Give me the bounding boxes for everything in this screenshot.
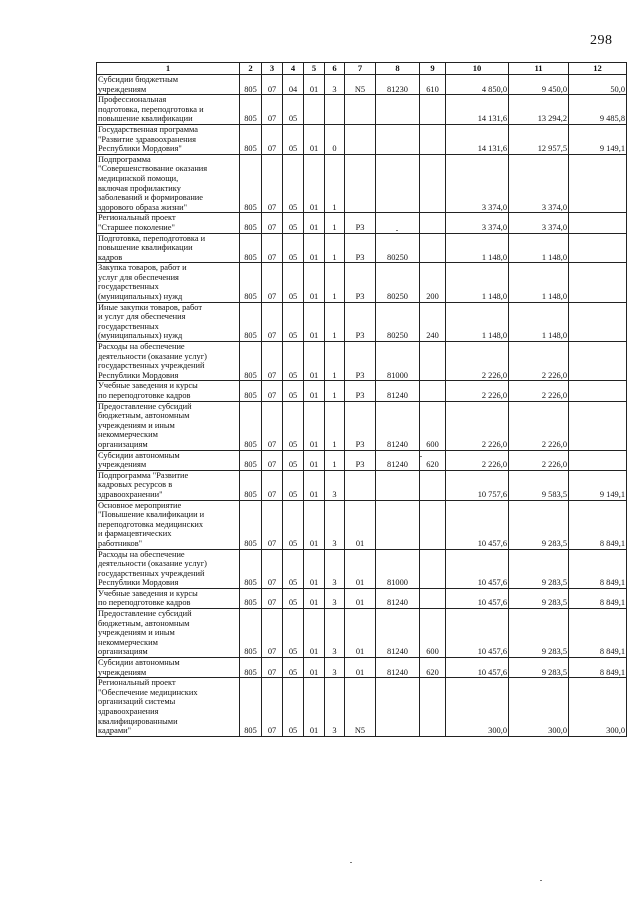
amount-year3-cell: 9 149,1 <box>569 124 627 154</box>
table-row <box>97 263 627 302</box>
amount-year1-cell: 10 457,6 <box>446 609 509 658</box>
admin-code-cell: 805 <box>240 263 262 302</box>
section-cell: 07 <box>262 588 283 608</box>
admin-code-cell: 805 <box>240 678 262 737</box>
subsection-cell: 05 <box>283 450 304 470</box>
row-name-cell: Закупка товаров, работ и услуг для обеспечения государственных (муниципальных) нужд <box>97 263 240 302</box>
subsection-cell: 05 <box>283 124 304 154</box>
target-item-cell: 81240 <box>376 588 420 608</box>
subsection-cell: 05 <box>283 95 304 125</box>
amount-year3-cell: 8 849,1 <box>569 588 627 608</box>
amount-year1-cell: 2 226,0 <box>446 401 509 450</box>
table-row <box>97 154 627 213</box>
expense-type-cell: 620 <box>420 450 446 470</box>
target-item-cell <box>376 678 420 737</box>
scan-speck <box>396 230 398 231</box>
amount-year2-cell: 9 450,0 <box>509 75 569 95</box>
expense-type-cell: 610 <box>420 75 446 95</box>
amount-year3-cell <box>569 213 627 233</box>
amount-year3-cell: 8 849,1 <box>569 500 627 549</box>
subsection-cell: 05 <box>283 549 304 588</box>
expense-type-cell <box>420 154 446 213</box>
section-cell: 07 <box>262 75 283 95</box>
expense-type-cell <box>420 678 446 737</box>
program-cell: 01 <box>304 588 325 608</box>
program-cell: 01 <box>304 658 325 678</box>
program-cell: 01 <box>304 154 325 213</box>
section-cell: 07 <box>262 658 283 678</box>
expense-type-cell <box>420 342 446 381</box>
amount-year1-cell: 10 457,6 <box>446 549 509 588</box>
program-cell <box>304 95 325 125</box>
table-row <box>97 95 627 125</box>
admin-code-cell: 805 <box>240 658 262 678</box>
amount-year3-cell <box>569 450 627 470</box>
target-item-cell <box>376 470 420 500</box>
column-header: 11 <box>509 63 569 75</box>
amount-year3-cell <box>569 233 627 263</box>
section-cell: 07 <box>262 95 283 125</box>
amount-year3-cell: 300,0 <box>569 678 627 737</box>
section-cell: 07 <box>262 154 283 213</box>
amount-year1-cell: 300,0 <box>446 678 509 737</box>
amount-year1-cell: 1 148,0 <box>446 233 509 263</box>
subsection-cell: 05 <box>283 154 304 213</box>
row-name-cell: Профессиональная подготовка, переподготовка и повышение квалификации <box>97 95 240 125</box>
column-header: 10 <box>446 63 509 75</box>
program-cell: 01 <box>304 75 325 95</box>
amount-year1-cell: 2 226,0 <box>446 342 509 381</box>
target-item-cell: 81240 <box>376 401 420 450</box>
subsection-cell: 05 <box>283 401 304 450</box>
amount-year3-cell <box>569 302 627 341</box>
amount-year2-cell: 2 226,0 <box>509 450 569 470</box>
subprogram-cell: 1 <box>325 401 345 450</box>
subsection-cell: 05 <box>283 381 304 401</box>
expense-type-cell <box>420 124 446 154</box>
project-cell: P3 <box>345 450 376 470</box>
program-cell: 01 <box>304 450 325 470</box>
section-cell: 07 <box>262 302 283 341</box>
admin-code-cell: 805 <box>240 549 262 588</box>
amount-year2-cell: 2 226,0 <box>509 401 569 450</box>
amount-year2-cell: 9 283,5 <box>509 609 569 658</box>
column-header: 6 <box>325 63 345 75</box>
row-name-cell: Предоставление субсидий бюджетным, автономным учреждениям и иным некоммерческим организациям <box>97 401 240 450</box>
amount-year2-cell: 9 283,5 <box>509 549 569 588</box>
amount-year2-cell: 13 294,2 <box>509 95 569 125</box>
expense-type-cell: 240 <box>420 302 446 341</box>
amount-year1-cell: 14 131,6 <box>446 124 509 154</box>
subsection-cell: 05 <box>283 233 304 263</box>
row-name-cell: Региональный проект "Обеспечение медицинских организаций системы здравоохранения квалифицированными кадрами" <box>97 678 240 737</box>
row-name-cell: Субсидии автономным учреждениям <box>97 450 240 470</box>
amount-year3-cell: 8 849,1 <box>569 658 627 678</box>
target-item-cell: 81240 <box>376 381 420 401</box>
amount-year2-cell: 1 148,0 <box>509 263 569 302</box>
amount-year2-cell: 1 148,0 <box>509 302 569 341</box>
table-row <box>97 549 627 588</box>
subsection-cell: 05 <box>283 213 304 233</box>
page-number: 298 <box>590 33 613 48</box>
project-cell <box>345 154 376 213</box>
section-cell: 07 <box>262 263 283 302</box>
section-cell: 07 <box>262 609 283 658</box>
column-header: 12 <box>569 63 627 75</box>
section-cell: 07 <box>262 500 283 549</box>
amount-year1-cell: 10 757,6 <box>446 470 509 500</box>
expense-type-cell: 600 <box>420 609 446 658</box>
program-cell: 01 <box>304 500 325 549</box>
subprogram-cell: 1 <box>325 342 345 381</box>
section-cell: 07 <box>262 470 283 500</box>
admin-code-cell: 805 <box>240 75 262 95</box>
column-header: 1 <box>97 63 240 75</box>
program-cell: 01 <box>304 549 325 588</box>
target-item-cell: 81230 <box>376 75 420 95</box>
table-row <box>97 213 627 233</box>
program-cell: 01 <box>304 381 325 401</box>
row-name-cell: Предоставление субсидий бюджетным, автономным учреждениям и иным некоммерческим организациям <box>97 609 240 658</box>
target-item-cell: 81000 <box>376 342 420 381</box>
program-cell: 01 <box>304 470 325 500</box>
program-cell: 01 <box>304 124 325 154</box>
budget-table <box>96 62 627 737</box>
program-cell: 01 <box>304 213 325 233</box>
section-cell: 07 <box>262 401 283 450</box>
amount-year1-cell: 2 226,0 <box>446 450 509 470</box>
amount-year1-cell: 14 131,6 <box>446 95 509 125</box>
row-name-cell: Иные закупки товаров, работ и услуг для обеспечения государственных (муниципальных) нужд <box>97 302 240 341</box>
target-item-cell <box>376 95 420 125</box>
target-item-cell: 80250 <box>376 233 420 263</box>
scan-speck <box>540 880 542 881</box>
target-item-cell: 81000 <box>376 549 420 588</box>
row-name-cell: Субсидии бюджетным учреждениям <box>97 75 240 95</box>
project-cell: P3 <box>345 342 376 381</box>
table-row <box>97 342 627 381</box>
row-name-cell: Подпрограмма "Совершенствование оказания медицинской помощи, включая профилактику заболеваний и формирование здорового образа жизни" <box>97 154 240 213</box>
amount-year3-cell: 50,0 <box>569 75 627 95</box>
table-row <box>97 233 627 263</box>
subprogram-cell: 3 <box>325 678 345 737</box>
column-header: 5 <box>304 63 325 75</box>
section-cell: 07 <box>262 342 283 381</box>
row-name-cell: Учебные заведения и курсы по переподготовке кадров <box>97 381 240 401</box>
section-cell: 07 <box>262 213 283 233</box>
project-cell: 01 <box>345 500 376 549</box>
table-row <box>97 470 627 500</box>
project-cell: P3 <box>345 233 376 263</box>
amount-year2-cell: 9 583,5 <box>509 470 569 500</box>
amount-year2-cell: 9 283,5 <box>509 588 569 608</box>
amount-year1-cell: 2 226,0 <box>446 381 509 401</box>
scan-speck <box>350 862 352 863</box>
expense-type-cell <box>420 500 446 549</box>
admin-code-cell: 805 <box>240 154 262 213</box>
expense-type-cell <box>420 588 446 608</box>
section-cell: 07 <box>262 678 283 737</box>
table-row <box>97 381 627 401</box>
admin-code-cell: 805 <box>240 124 262 154</box>
subprogram-cell: 3 <box>325 658 345 678</box>
project-cell: 01 <box>345 609 376 658</box>
expense-type-cell: 600 <box>420 401 446 450</box>
admin-code-cell: 805 <box>240 470 262 500</box>
amount-year1-cell: 1 148,0 <box>446 263 509 302</box>
amount-year3-cell <box>569 381 627 401</box>
subprogram-cell: 3 <box>325 470 345 500</box>
amount-year1-cell: 10 457,6 <box>446 658 509 678</box>
amount-year2-cell: 300,0 <box>509 678 569 737</box>
project-cell: P3 <box>345 381 376 401</box>
row-name-cell: Расходы на обеспечение деятельности (оказание услуг) государственных учреждений Республики Мордовия <box>97 342 240 381</box>
amount-year1-cell: 1 148,0 <box>446 302 509 341</box>
subsection-cell: 05 <box>283 500 304 549</box>
row-name-cell: Основное мероприятие "Повышение квалификации и переподготовка медицинских и фармацевтических работников" <box>97 500 240 549</box>
column-header: 8 <box>376 63 420 75</box>
target-item-cell: 80250 <box>376 302 420 341</box>
target-item-cell <box>376 500 420 549</box>
row-name-cell: Подпрограмма "Развитие кадровых ресурсов в здравоохранении" <box>97 470 240 500</box>
amount-year2-cell: 9 283,5 <box>509 658 569 678</box>
project-cell: 01 <box>345 658 376 678</box>
subprogram-cell: 1 <box>325 263 345 302</box>
program-cell: 01 <box>304 342 325 381</box>
table-row <box>97 678 627 737</box>
admin-code-cell: 805 <box>240 381 262 401</box>
admin-code-cell: 805 <box>240 302 262 341</box>
subsection-cell: 05 <box>283 263 304 302</box>
subsection-cell: 05 <box>283 342 304 381</box>
expense-type-cell <box>420 95 446 125</box>
admin-code-cell: 805 <box>240 342 262 381</box>
target-item-cell: 81240 <box>376 658 420 678</box>
project-cell: P3 <box>345 263 376 302</box>
subsection-cell: 05 <box>283 302 304 341</box>
admin-code-cell: 805 <box>240 609 262 658</box>
amount-year1-cell: 10 457,6 <box>446 588 509 608</box>
amount-year2-cell: 3 374,0 <box>509 154 569 213</box>
target-item-cell <box>376 154 420 213</box>
project-cell: P3 <box>345 213 376 233</box>
amount-year2-cell: 2 226,0 <box>509 342 569 381</box>
section-cell: 07 <box>262 450 283 470</box>
row-name-cell: Региональный проект "Старшее поколение" <box>97 213 240 233</box>
program-cell: 01 <box>304 609 325 658</box>
target-item-cell: 81240 <box>376 450 420 470</box>
table-row <box>97 401 627 450</box>
target-item-cell <box>376 124 420 154</box>
admin-code-cell: 805 <box>240 213 262 233</box>
column-header: 9 <box>420 63 446 75</box>
table-row <box>97 450 627 470</box>
program-cell: 01 <box>304 263 325 302</box>
table-row <box>97 658 627 678</box>
project-cell: P3 <box>345 302 376 341</box>
column-header-row <box>97 63 627 75</box>
subsection-cell: 05 <box>283 470 304 500</box>
expense-type-cell <box>420 549 446 588</box>
table-row <box>97 124 627 154</box>
project-cell: 01 <box>345 549 376 588</box>
amount-year2-cell: 1 148,0 <box>509 233 569 263</box>
project-cell: N5 <box>345 678 376 737</box>
subprogram-cell: 3 <box>325 75 345 95</box>
section-cell: 07 <box>262 233 283 263</box>
program-cell: 01 <box>304 233 325 263</box>
column-header: 7 <box>345 63 376 75</box>
project-cell <box>345 470 376 500</box>
section-cell: 07 <box>262 549 283 588</box>
subprogram-cell: 3 <box>325 609 345 658</box>
admin-code-cell: 805 <box>240 95 262 125</box>
admin-code-cell: 805 <box>240 588 262 608</box>
section-cell: 07 <box>262 124 283 154</box>
subprogram-cell: 3 <box>325 588 345 608</box>
subsection-cell: 05 <box>283 588 304 608</box>
expense-type-cell <box>420 470 446 500</box>
subsection-cell: 05 <box>283 658 304 678</box>
amount-year1-cell: 10 457,6 <box>446 500 509 549</box>
amount-year2-cell: 3 374,0 <box>509 213 569 233</box>
admin-code-cell: 805 <box>240 500 262 549</box>
expense-type-cell: 620 <box>420 658 446 678</box>
subsection-cell: 05 <box>283 678 304 737</box>
expense-type-cell: 200 <box>420 263 446 302</box>
subprogram-cell: 1 <box>325 154 345 213</box>
table-row <box>97 500 627 549</box>
row-name-cell: Подготовка, переподготовка и повышение квалификации кадров <box>97 233 240 263</box>
admin-code-cell: 805 <box>240 450 262 470</box>
row-name-cell: Расходы на обеспечение деятельности (оказание услуг) государственных учреждений Республики Мордовия <box>97 549 240 588</box>
amount-year3-cell: 8 849,1 <box>569 609 627 658</box>
subprogram-cell: 3 <box>325 549 345 588</box>
target-item-cell: 81240 <box>376 609 420 658</box>
row-name-cell: Государственная программа "Развитие здравоохранения Республики Мордовия" <box>97 124 240 154</box>
subsection-cell: 04 <box>283 75 304 95</box>
amount-year3-cell <box>569 154 627 213</box>
column-header: 2 <box>240 63 262 75</box>
expense-type-cell <box>420 213 446 233</box>
amount-year1-cell: 3 374,0 <box>446 154 509 213</box>
subprogram-cell <box>325 95 345 125</box>
subprogram-cell: 1 <box>325 450 345 470</box>
expense-type-cell <box>420 233 446 263</box>
amount-year3-cell: 8 849,1 <box>569 549 627 588</box>
table-row <box>97 609 627 658</box>
table-row <box>97 302 627 341</box>
subprogram-cell: 1 <box>325 233 345 263</box>
amount-year3-cell: 9 149,1 <box>569 470 627 500</box>
amount-year2-cell: 12 957,5 <box>509 124 569 154</box>
amount-year2-cell: 9 283,5 <box>509 500 569 549</box>
scan-speck <box>420 456 422 457</box>
table-row <box>97 75 627 95</box>
subprogram-cell: 1 <box>325 381 345 401</box>
column-header: 4 <box>283 63 304 75</box>
row-name-cell: Субсидии автономным учреждениям <box>97 658 240 678</box>
amount-year1-cell: 4 850,0 <box>446 75 509 95</box>
subprogram-cell: 0 <box>325 124 345 154</box>
project-cell <box>345 124 376 154</box>
subprogram-cell: 1 <box>325 213 345 233</box>
admin-code-cell: 805 <box>240 401 262 450</box>
table-body <box>97 75 627 737</box>
subprogram-cell: 3 <box>325 500 345 549</box>
amount-year3-cell <box>569 401 627 450</box>
amount-year2-cell: 2 226,0 <box>509 381 569 401</box>
amount-year3-cell: 9 485,8 <box>569 95 627 125</box>
project-cell: N5 <box>345 75 376 95</box>
program-cell: 01 <box>304 401 325 450</box>
project-cell <box>345 95 376 125</box>
subsection-cell: 05 <box>283 609 304 658</box>
project-cell: 01 <box>345 588 376 608</box>
table-row <box>97 588 627 608</box>
amount-year3-cell <box>569 342 627 381</box>
subprogram-cell: 1 <box>325 302 345 341</box>
program-cell: 01 <box>304 678 325 737</box>
target-item-cell: 80250 <box>376 263 420 302</box>
admin-code-cell: 805 <box>240 233 262 263</box>
column-header: 3 <box>262 63 283 75</box>
expense-type-cell <box>420 381 446 401</box>
project-cell: P3 <box>345 401 376 450</box>
section-cell: 07 <box>262 381 283 401</box>
amount-year1-cell: 3 374,0 <box>446 213 509 233</box>
row-name-cell: Учебные заведения и курсы по переподготовке кадров <box>97 588 240 608</box>
amount-year3-cell <box>569 263 627 302</box>
program-cell: 01 <box>304 302 325 341</box>
